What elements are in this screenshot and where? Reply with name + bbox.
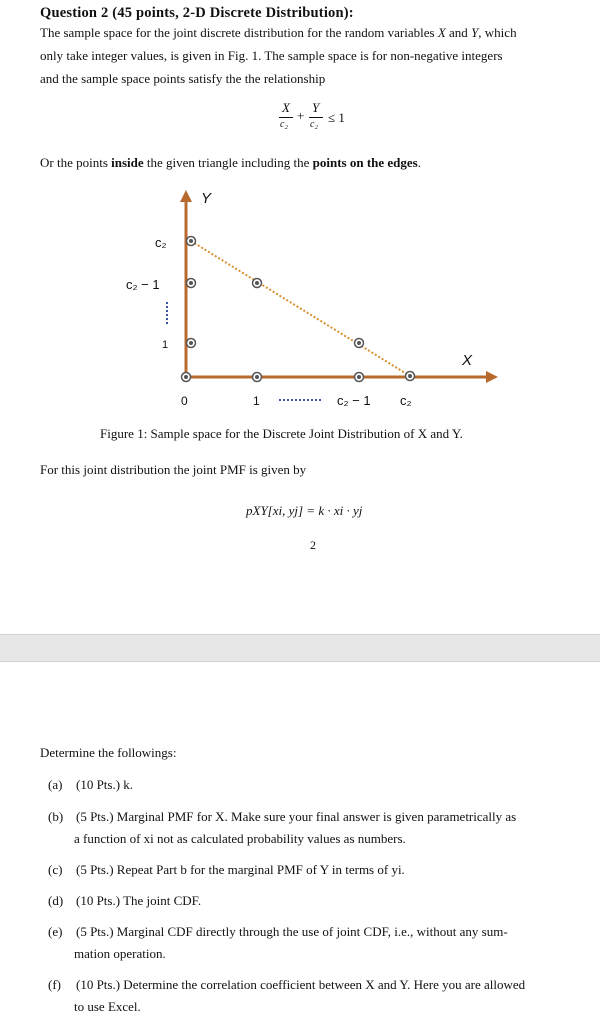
sample-points <box>182 237 415 382</box>
intro-line-3: and the sample space points satisfy the the relationship <box>40 71 326 86</box>
y-axis-label: Y <box>201 190 212 207</box>
fraction-y-denominator: c₂ <box>310 119 318 130</box>
question-item: (d) (10 Pts.) The joint CDF. <box>48 893 202 908</box>
sample-point <box>187 279 196 288</box>
figure-caption: Figure 1: Sample space for the Discrete Joint Distribution of X and Y. <box>100 426 463 441</box>
fraction-x-numerator: X <box>282 100 290 115</box>
page-separator <box>0 634 600 662</box>
sample-point <box>355 373 364 382</box>
x-tick-0: 0 <box>181 394 188 408</box>
page-number: 2 <box>310 538 316 552</box>
x-tick-c2-minus-1: c₂ − 1 <box>337 393 371 408</box>
question-item: (c) (5 Pts.) Repeat Part b for the marginal PMF of Y in terms of yi. <box>48 862 405 877</box>
x-tick-c2: c₂ <box>400 393 412 408</box>
sample-point <box>406 372 415 381</box>
x-tick-1: 1 <box>253 394 260 408</box>
sample-point <box>355 339 364 348</box>
x-axis-arrow-icon <box>486 371 498 383</box>
sample-point <box>187 237 196 246</box>
intro-line-2: only take integer values, is given in Fig. 1. The sample space is for non-negative integers <box>40 48 503 63</box>
fraction-y-numerator: Y <box>312 100 320 115</box>
intro-line-1: The sample space for the joint discrete distribution for the random variables X and Y, which <box>40 25 517 40</box>
plus-sign: + <box>297 108 305 123</box>
x-axis-label: X <box>462 352 473 369</box>
sample-point <box>253 373 262 382</box>
question-item: (e) (5 Pts.) Marginal CDF directly through the use of joint CDF, i.e., without any sum- mation operation. <box>48 924 508 961</box>
y-tick-1: 1 <box>162 339 169 351</box>
question-item: (a) (10 Pts.) k. <box>48 777 134 792</box>
question-heading: Question 2 (45 points, 2-D Discrete Distribution): <box>40 5 354 21</box>
pmf-formula: pXY[xi, yj] = k · xi · yj <box>246 503 363 518</box>
fraction-x-denominator: c₂ <box>280 119 288 130</box>
y-tick-c2: c₂ <box>155 235 167 250</box>
question-item: (b) (5 Pts.) Marginal PMF for X. Make sure your final answer is given parametrically as a function of xi not as calculated probability values as numbers. <box>48 809 517 846</box>
sample-point <box>182 373 191 382</box>
sample-point <box>187 339 196 348</box>
question-item: (f) (10 Pts.) Determine the correlation coefficient between X and Y. Here you are allowed to use Excel. <box>48 977 526 1014</box>
inequality-relation: ≤ 1 <box>328 110 345 125</box>
sample-point <box>253 279 262 288</box>
sample-space-figure <box>0 0 600 420</box>
determine-heading: Determine the followings: <box>40 745 177 760</box>
y-tick-c2-minus-1: c₂ − 1 <box>126 277 160 292</box>
y-axis-arrow-icon <box>180 190 192 202</box>
pmf-intro: For this joint distribution the joint PMF is given by <box>40 462 307 477</box>
points-description: Or the points inside the given triangle including the points on the edges. <box>40 155 421 170</box>
triangle-hypotenuse <box>191 241 410 376</box>
